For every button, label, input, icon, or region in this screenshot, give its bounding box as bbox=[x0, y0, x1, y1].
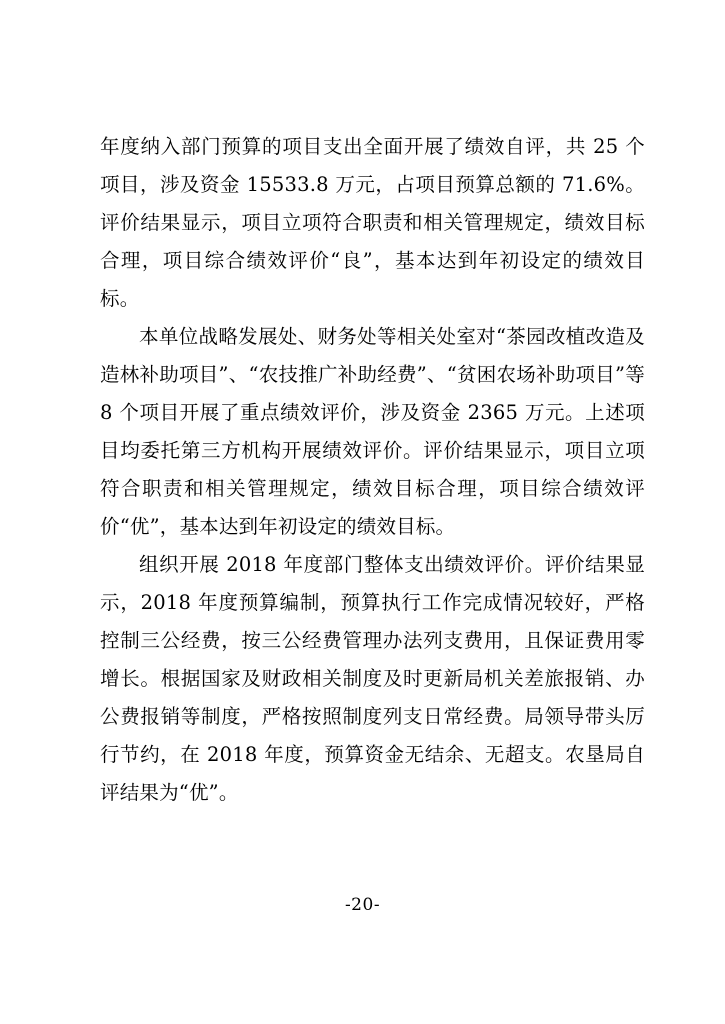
paragraph-3: 组织开展 2018 年度部门整体支出绩效评价。评价结果显示，2018 年度预算编制，预算执行工作完成情况较好，严格控制三公经费，按三公经费管理办法列支费用，且保证费用零增长。根据国家及财政相关制度及时更新局机关差旅报销、办公费报销等制度，严格按照制度列支日常经费。局领导带头厉行节约，在 2018 年度，预算资金无结余、无超支。农垦局自评结果为“优”。 bbox=[100, 553, 645, 804]
paragraph-1: 年度纳入部门预算的项目支出全面开展了绩效自评，共 25 个项目，涉及资金 15533.8 万元，占项目预算总额的 71.6%。评价结果显示，项目立项符合职责和相关管理规定，绩效目标合理，项目综合绩效评价“良”，基本达到年初设定的绩效目标。 bbox=[100, 135, 645, 310]
paragraph-2: 本单位战略发展处、财务处等相关处室对“茶园改植改造及造林补助项目”、“农技推广补助经费”、“贫困农场补助项目”等 8 个项目开展了重点绩效评价，涉及资金 2365 万元。上述项目均委托第三方机构开展绩效评价。评价结果显示，项目立项符合职责和相关管理规定，绩效目标合理，项目综合绩效评价“优”，基本达到年初设定的绩效目标。 bbox=[100, 325, 645, 538]
page-number: -20- bbox=[344, 895, 381, 915]
page-content bbox=[100, 128, 645, 812]
